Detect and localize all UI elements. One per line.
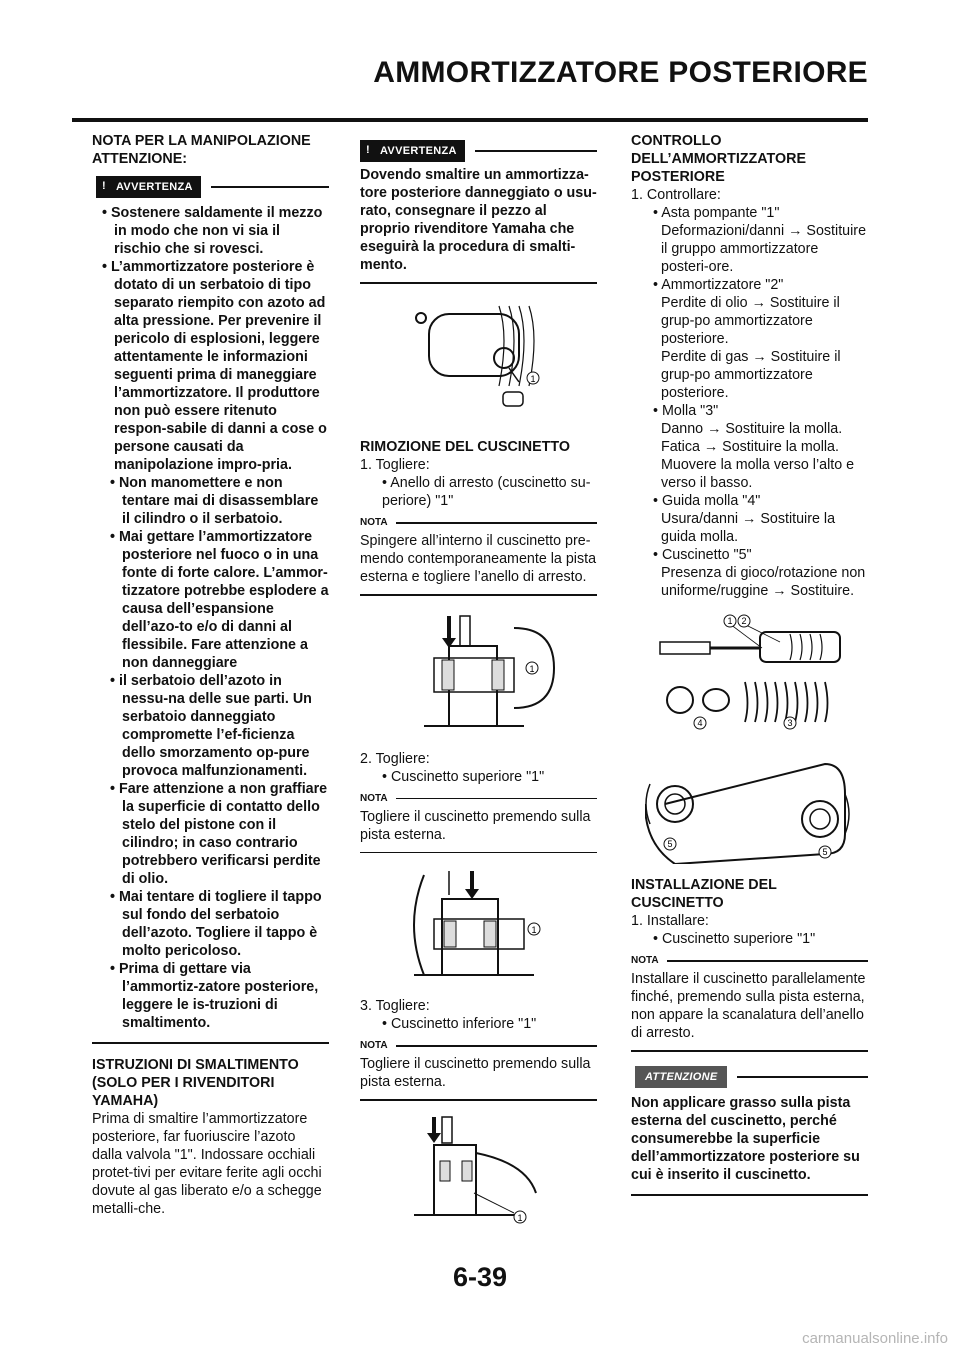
- divider: [631, 1194, 868, 1196]
- callout-3: 3: [786, 718, 793, 728]
- list-item: • Molla "3": [653, 403, 719, 419]
- caution-header: [631, 1066, 868, 1088]
- list-detail: Usura/danni → Sostituire la guida molla.: [661, 511, 836, 545]
- page-number: 6-39: [452, 1262, 508, 1292]
- bearing-check-figure: [645, 744, 855, 864]
- list-item: • L’ammortizzatore posteriore è dotato di un serbatoio di tipo separato riempito con azoto ad alta pressione. Per prevenire il pericolo di esplosioni, leggere attentamente le informazioni seguenti prima di maneggiare l’ammortizzatore. Il produttore non può essere ritenuto respon-sabile di danni a cose o persone causati da manipolazione impro-pria.: [102, 259, 327, 473]
- callout-5: 5: [666, 839, 673, 849]
- list-item: • Mai gettare l’ammortizzatore posteriore nel fuoco o in una fonte di forte calore. L’ammor-tizzatore potrebbe esplodere a causa dell’espansione dell’azo-to e/o di danni al flessibile. Fare attenzione a non danneggiare: [110, 529, 329, 671]
- lower-bearing-figure: [404, 1113, 554, 1231]
- step-2-item: • Cuscinetto superiore "1": [382, 768, 545, 785]
- step-1-item: • Anello di arresto (cuscinetto su-periore) "1": [382, 475, 591, 509]
- title-rule: [72, 118, 868, 122]
- divider: [360, 1099, 597, 1101]
- warning-badge: ! AVVERTENZA: [96, 176, 201, 198]
- callout-1: 1: [530, 925, 537, 935]
- install-heading: INSTALLAZIONE DEL CUSCINETTO: [631, 877, 777, 911]
- column-1: [92, 128, 329, 1218]
- divider: [92, 1042, 329, 1044]
- list-detail: Fatica → Sostituire la molla.: [661, 439, 839, 455]
- nota-text: Spingere all’interno il cuscinetto pre-mendo contemporaneamente la pista esterna e togliere l’anello di arresto.: [360, 533, 597, 585]
- nota-header: NOTA: [360, 790, 597, 808]
- watermark: carmanualsonline.info: [802, 1330, 948, 1347]
- divider: [211, 186, 329, 188]
- disposal-heading: ISTRUZIONI DI SMALTIMENTO (SOLO PER I RIVENDITORI YAMAHA): [92, 1057, 299, 1109]
- list-item: • Guida molla "4": [653, 493, 761, 509]
- install-item: • Cuscinetto superiore "1": [653, 931, 816, 947]
- list-item: • Prima di gettare via l’ammortiz-zatore posteriore, leggere le is-truzioni di smaltimento.: [110, 961, 319, 1031]
- step-2: 2. Togliere:: [360, 750, 430, 767]
- list-detail: Presenza di gioco/rotazione non uniforme/ruggine → Sostituire.: [661, 565, 866, 599]
- handling-heading: NOTA PER LA MANIPOLAZIONE ATTENZIONE:: [92, 133, 311, 167]
- warning-header: [360, 140, 597, 162]
- warning-header: [92, 176, 329, 198]
- check-list: [631, 204, 868, 600]
- column-3: [631, 128, 868, 1196]
- check-step: 1. Controllare:: [631, 187, 721, 203]
- divider: [737, 1076, 868, 1078]
- list-detail: Perdite di gas → Sostituire il grup-po ammortizzatore posteriore.: [661, 349, 841, 401]
- warning-list: [92, 204, 329, 474]
- nota-header: NOTA: [631, 952, 868, 970]
- removal-heading: RIMOZIONE DEL CUSCINETTO: [360, 439, 570, 455]
- list-item: • Ammortizzatore "2": [653, 277, 784, 293]
- divider: [475, 150, 597, 152]
- divider: [631, 1050, 868, 1052]
- list-item: • Fare attenzione a non graffiare la superficie di contatto dello stelo del pistone con il cilindro; in caso contrario potrebbero verificarsi perdite di olio.: [110, 781, 328, 887]
- warning-text: Dovendo smaltire un ammortizza-tore posteriore danneggiato o usu-rato, consegnare il pezzo al proprio rivenditore Yamaha che eseguirà la procedura di smalti-mento.: [360, 167, 597, 273]
- list-detail: Deformazioni/danni → Sostituire il gruppo ammortizzatore posteri-ore.: [661, 223, 867, 275]
- warning-badge: ! AVVERTENZA: [360, 140, 465, 162]
- upper-bearing-figure: [394, 865, 564, 985]
- nota-header: NOTA: [360, 514, 597, 532]
- step-3: 3. Togliere:: [360, 998, 430, 1014]
- divider: [360, 594, 597, 596]
- nota-text: Installare il cuscinetto parallelamente finché, premendo sulla pista esterna, non appare la scanalatura dell’anello di arresto.: [631, 971, 866, 1041]
- column-2: [360, 128, 597, 1243]
- install-step: 1. Installare:: [631, 913, 709, 929]
- nota-header: NOTA: [360, 1037, 597, 1055]
- step-3-item: • Cuscinetto inferiore "1": [382, 1016, 537, 1032]
- divider: [360, 282, 597, 284]
- page-title: AMMORTIZZATORE POSTERIORE: [373, 56, 868, 89]
- bearing-ring-figure: [394, 608, 564, 738]
- list-item: • Asta pompante "1": [653, 205, 780, 221]
- callout-1: 1: [516, 1212, 523, 1223]
- callout-5: 5: [821, 847, 828, 857]
- divider: [360, 852, 597, 854]
- list-detail: Perdite di olio → Sostituire il grup-po ammortizzatore posteriore.: [661, 295, 840, 347]
- callout-2: 2: [740, 616, 747, 626]
- warning-sublist: [92, 474, 329, 1032]
- callout-1: 1: [726, 616, 733, 626]
- step-1: 1. Togliere:: [360, 457, 430, 473]
- shock-parts-figure: [650, 612, 850, 732]
- list-item: • Non manomettere e non tentare mai di disassemblare il cilindro o il serbatoio.: [110, 475, 319, 527]
- caution-text: Non applicare grasso sulla pista esterna del cuscinetto, perché consumerebbe la superficie dell’ammortizzatore posteriore su cui è inserito il cuscinetto.: [631, 1094, 860, 1183]
- list-detail: Muovere la molla verso l’alto e verso il basso.: [661, 457, 855, 491]
- caution-badge: ATTENZIONE: [635, 1066, 727, 1088]
- nota-text: Togliere il cuscinetto premendo sulla pista esterna.: [360, 808, 591, 843]
- list-item: • Mai tentare di togliere il tappo sul fondo del serbatoio dell’azoto. Togliere il tappo è molto pericoloso.: [110, 889, 322, 959]
- check-heading: CONTROLLO DELL’AMMORTIZZATORE POSTERIORE: [631, 133, 806, 185]
- shock-valve-figure: [409, 296, 549, 426]
- list-item: • il serbatoio dell’azoto in nessu-na delle sue parti. Un serbatoio danneggiato compromette l’ef-ficienza dello smorzamento op-pure provoca malfunzionamenti.: [110, 673, 312, 779]
- list-detail: Danno → Sostituire la molla.: [661, 421, 843, 437]
- nota-text: Togliere il cuscinetto premendo sulla pista esterna.: [360, 1056, 591, 1090]
- list-item: • Cuscinetto "5": [653, 547, 752, 563]
- callout-4: 4: [696, 718, 703, 728]
- disposal-text: Prima di smaltire l’ammortizzatore posteriore, far fuoriuscire l’azoto dalla valvola "1". Indossare occhiali protet-tivi per evitare ferite agli occhi dovute al gas liberato e/o a schegge metalli-che.: [92, 1111, 322, 1217]
- callout-1: 1: [528, 663, 535, 674]
- list-item: • Sostenere saldamente il mezzo in modo che non vi sia il rischio che si rovesci.: [102, 205, 323, 257]
- callout-1: 1: [529, 374, 536, 384]
